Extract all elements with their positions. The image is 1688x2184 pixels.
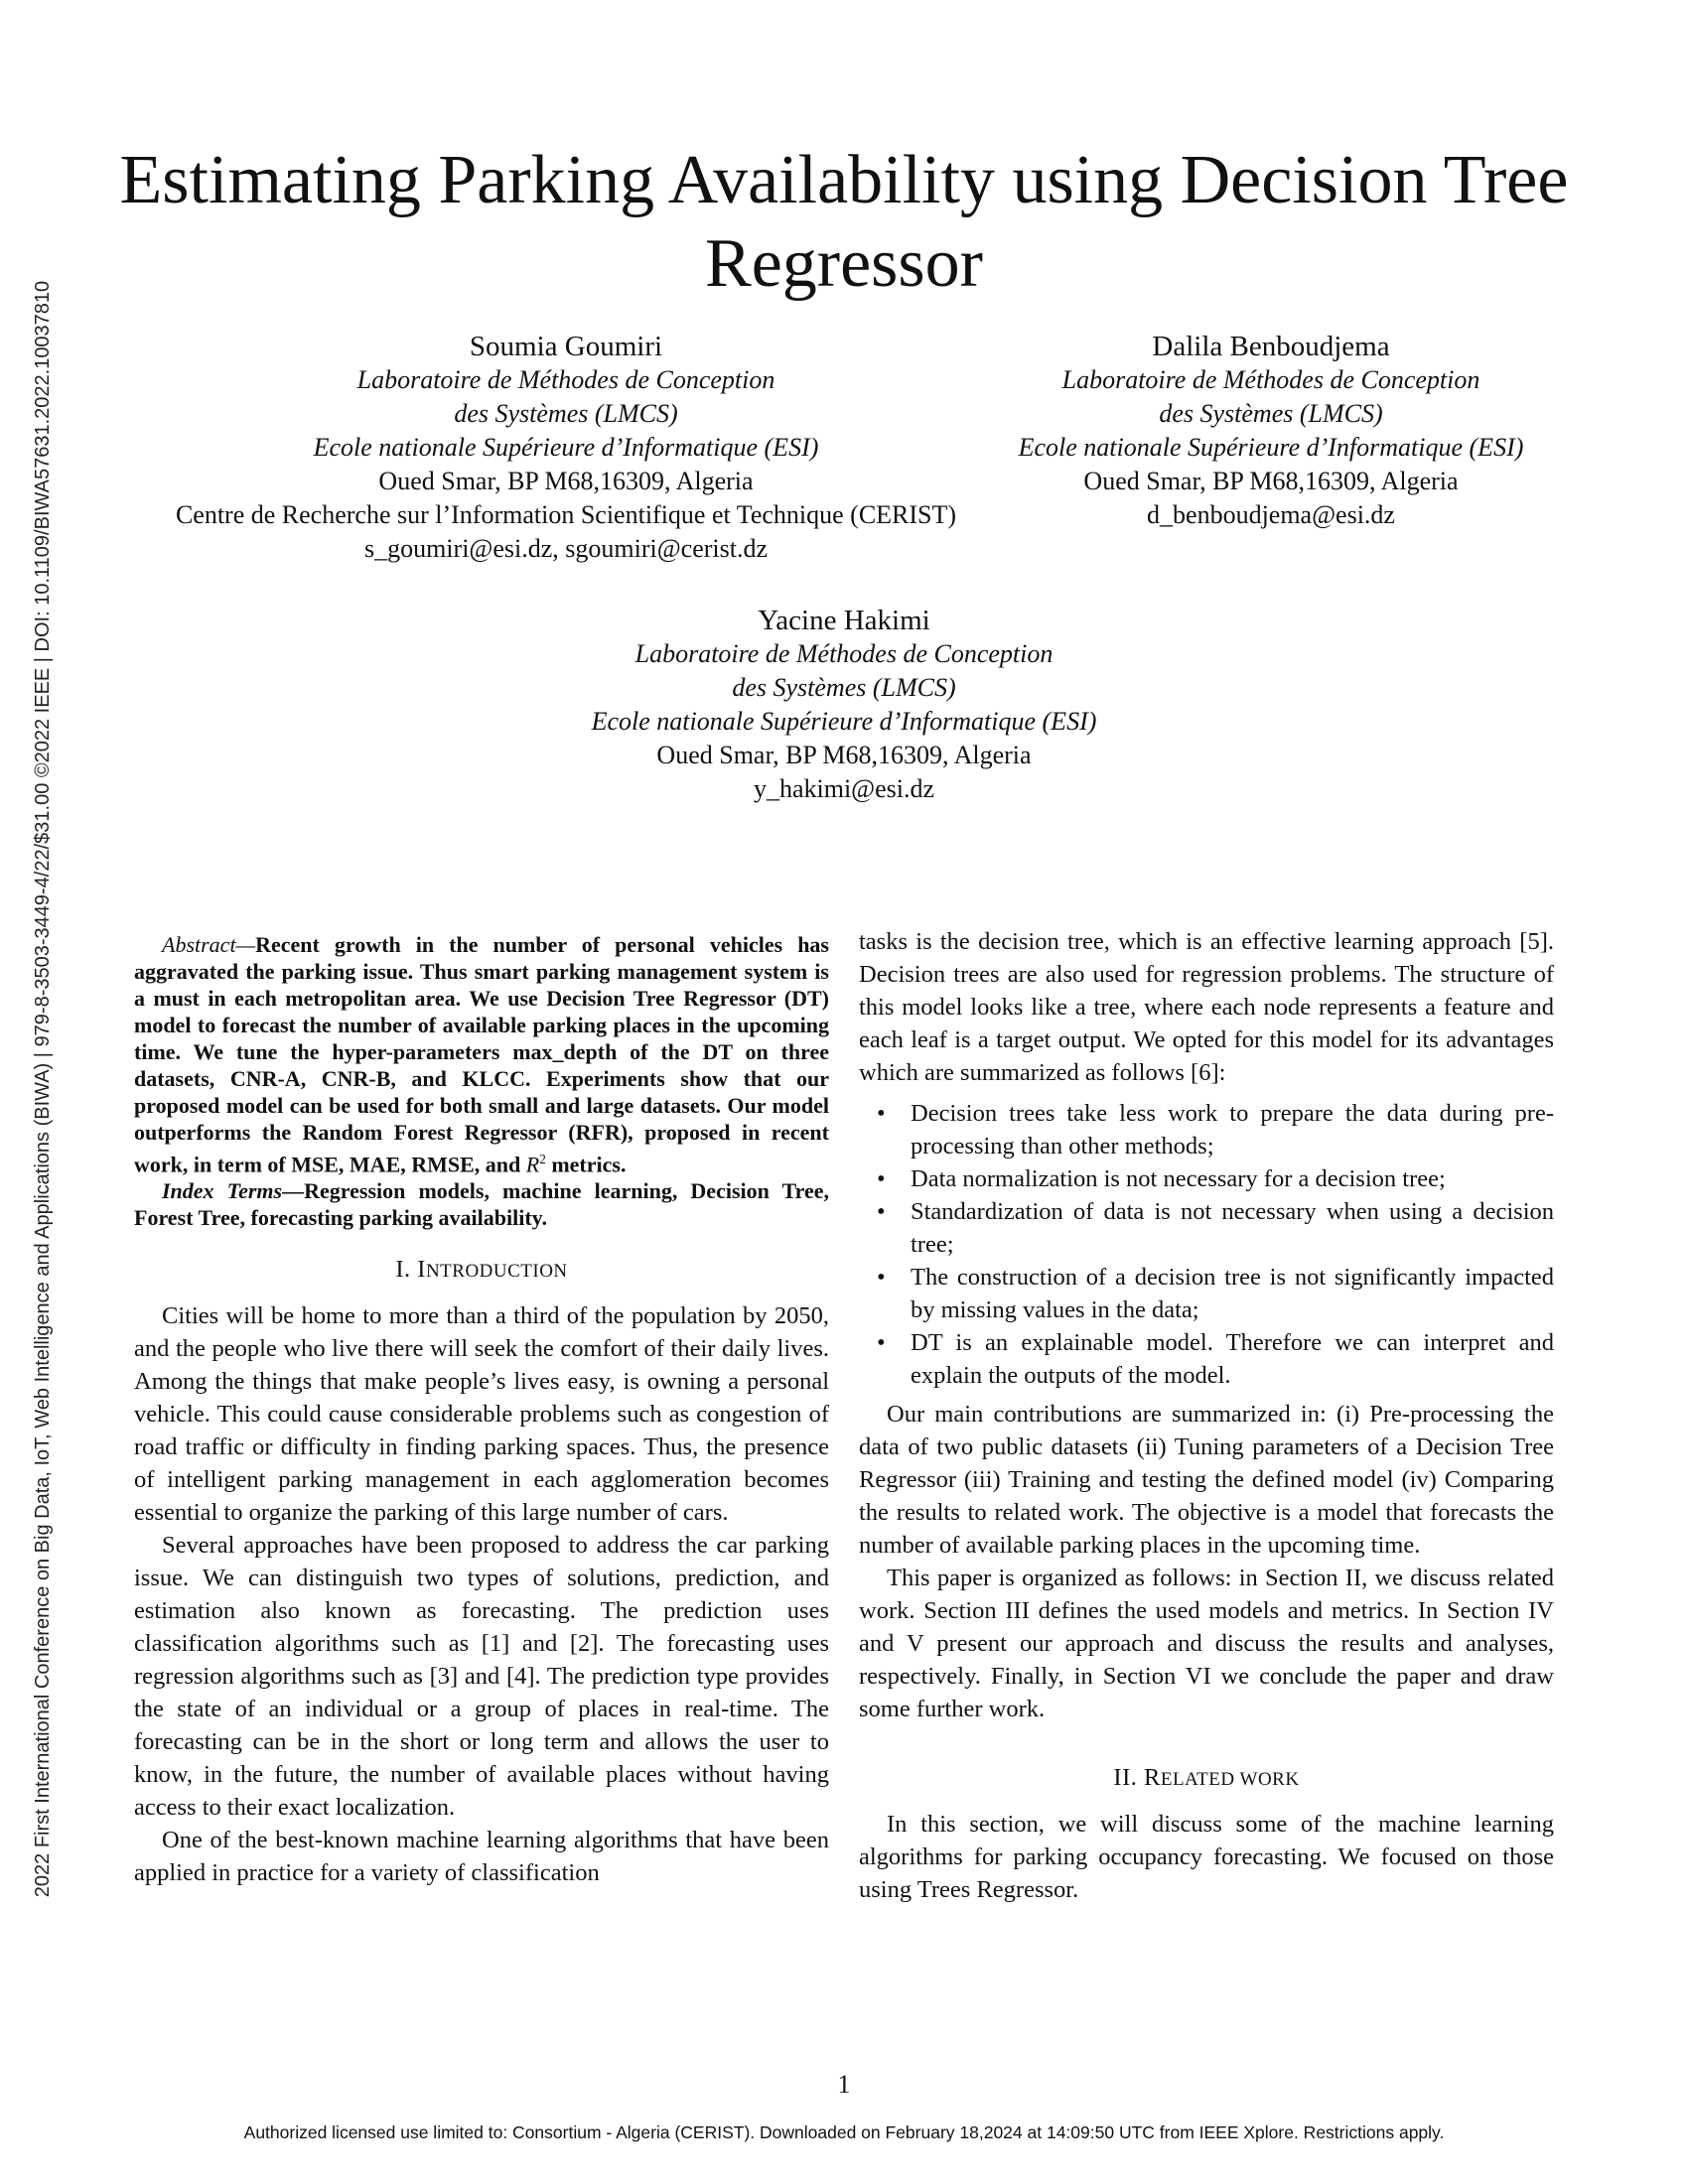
author-affiliation: des Systèmes (LMCS) [454, 399, 678, 428]
paragraph: Our main contributions are summarized in: (i) Pre-processing the data of two public datasets (ii) Tuning parameters of a Decision Tree Regressor (iii) Training and testing the defined model (iv) Comparing the results to related work. The objective is a model that forecasts the number of available parking places in the upcoming time. [859, 1401, 1554, 1559]
author-affiliation: des Systèmes (LMCS) [732, 673, 956, 702]
author-block-3 [496, 604, 1192, 806]
author-affiliation: Laboratoire de Méthodes de Conception [1061, 365, 1480, 394]
abstract-text: Recent growth in the number of personal vehicles has aggravated the parking issue. Thus smart parking management system is a must in each metropolitan area. We use Decision Tree Regressor (DT) model to forecast the number of available parking places in the upcoming time. We tune the hyper-parameters max_depth of the DT on three datasets, CNR-A, CNR-B, and KLCC. Experiments show that our proposed model can be used for both small and large datasets. Our model outperforms the Random Forest Regressor (RFR), proposed in recent work, in term of MSE, MAE, RMSE, and [134, 932, 829, 1177]
paragraph: In this section, we will discuss some of the machine learning algorithms for parking occupancy forecasting. We focused on those using Trees Regressor. [859, 1811, 1554, 1903]
list-item: • DT is an explainable model. Therefore we can interpret and explain the outputs of the model. [911, 1326, 1554, 1392]
abstract [134, 931, 829, 1177]
list-item: • Data normalization is not necessary for a decision tree; [911, 1162, 1554, 1195]
author-affiliation: Ecole nationale Supérieure d’Informatique (ESI) [591, 707, 1097, 736]
author-affiliation: des Systèmes (LMCS) [1159, 399, 1383, 428]
paragraph: Several approaches have been proposed to address the car parking issue. We can distinguish two types of solutions, prediction, and estimation also known as forecasting. The prediction uses classification algorithms such as [1] and [2]. The forecasting uses regression algorithms such as [3] and [4]. The prediction type provides the state of an individual or a group of places in real-time. The forecasting can be in the short or long term and allows the user to know, in the future, the number of available places without having access to their exact localization. [134, 1532, 829, 1822]
author-affiliation: Ecole nationale Supérieure d’Informatique (ESI) [1018, 433, 1524, 462]
r2-symbol: R [525, 1152, 540, 1177]
paragraph: tasks is the decision tree, which is an effective learning approach [5]. Decision trees are also used for regression problems. The structure of this model looks like a tree, where each node represents a feature and each leaf is a target output. We opted for this model for its advantages which are summarized as follows [6]: [859, 928, 1554, 1086]
paragraph: This paper is organized as follows: in Section II, we discuss related work. Section III defines the used models and metrics. In Section IV and V present our approach and discuss the results and analyses, respectively. Finally, in Section VI we conclude the paper and draw some further work. [859, 1565, 1554, 1722]
author-affiliation: Ecole nationale Supérieure d’Informatique (ESI) [313, 433, 819, 462]
author-block-1 [129, 330, 1003, 566]
author-email: s_goumiri@esi.dz, sgoumiri@cerist.dz [363, 534, 769, 563]
side-copyright-note: 2022 First International Conference on Big Data, IoT, Web Intelligence and Applications (BIWA) | 979-8-3503-3449-4/22/$31.00 ©2022 IEEE | DOI: 10.1109/BIWA57631.2022.10037810 [32, 280, 54, 1898]
paper-title: Estimating Parking Availability using Decision Tree Regressor [119, 142, 1569, 302]
abstract-label: Abstract— [162, 932, 256, 957]
author-affiliation-2: Centre de Recherche sur l’Information Scientifique et Technique (CERIST) [175, 500, 957, 529]
left-column [134, 931, 829, 1889]
list-item: • Standardization of data is not necessary when using a decision tree; [911, 1195, 1554, 1261]
section-heading-related-work: II. RELATED WORK [1113, 1764, 1300, 1791]
author-block-2 [993, 330, 1549, 532]
page-number: 1 [837, 2070, 851, 2099]
author-affiliation: Laboratoire de Méthodes de Conception [634, 639, 1054, 668]
author-name: Soumia Goumiri [469, 331, 663, 362]
abstract-tail: metrics. [545, 1152, 627, 1177]
right-column [859, 925, 1554, 1906]
advantages-list [859, 1097, 1554, 1392]
author-address: Oued Smar, BP M68,16309, Algeria [656, 741, 1032, 769]
index-terms-text: Regression models, machine learning, Decision Tree, Forest Tree, forecasting parking availability. [134, 1178, 829, 1231]
index-terms [134, 1177, 829, 1231]
list-item: • Decision trees take less work to prepare the data during pre-processing than other methods; [911, 1097, 1554, 1162]
author-email: d_benboudjema@esi.dz [1147, 500, 1395, 529]
author-email: y_hakimi@esi.dz [753, 774, 935, 803]
index-terms-label: Index Terms— [162, 1178, 305, 1204]
paragraph: Cities will be home to more than a third of the population by 2050, and the people who live there will seek the comfort of their daily lives. Among the things that make people’s lives easy, is owning a personal vehicle. This could cause considerable problems such as congestion of road traffic or difficulty in finding parking spaces. Thus, the presence of intelligent parking management in each agglomeration becomes essential to organize the parking of this large number of cars. [134, 1302, 829, 1527]
r2-superscript: 2 [539, 1152, 546, 1166]
author-name: Yacine Hakimi [758, 605, 930, 636]
license-footer: Authorized licensed use limited to: Consortium - Algeria (CERIST). Downloaded on February 18,2024 at 14:09:50 UTC from IEEE Xplore. Restrictions apply. [243, 2122, 1445, 2142]
paragraph: One of the best-known machine learning algorithms that have been applied in practice for a variety of classification [134, 1827, 829, 1887]
author-address: Oued Smar, BP M68,16309, Algeria [378, 467, 754, 495]
author-affiliation: Laboratoire de Méthodes de Conception [356, 365, 775, 394]
section-heading-introduction: I. INTRODUCTION [395, 1256, 568, 1284]
author-name: Dalila Benboudjema [1152, 331, 1390, 362]
list-item: • The construction of a decision tree is not significantly impacted by missing values in the data; [911, 1261, 1554, 1326]
author-address: Oued Smar, BP M68,16309, Algeria [1083, 467, 1459, 495]
